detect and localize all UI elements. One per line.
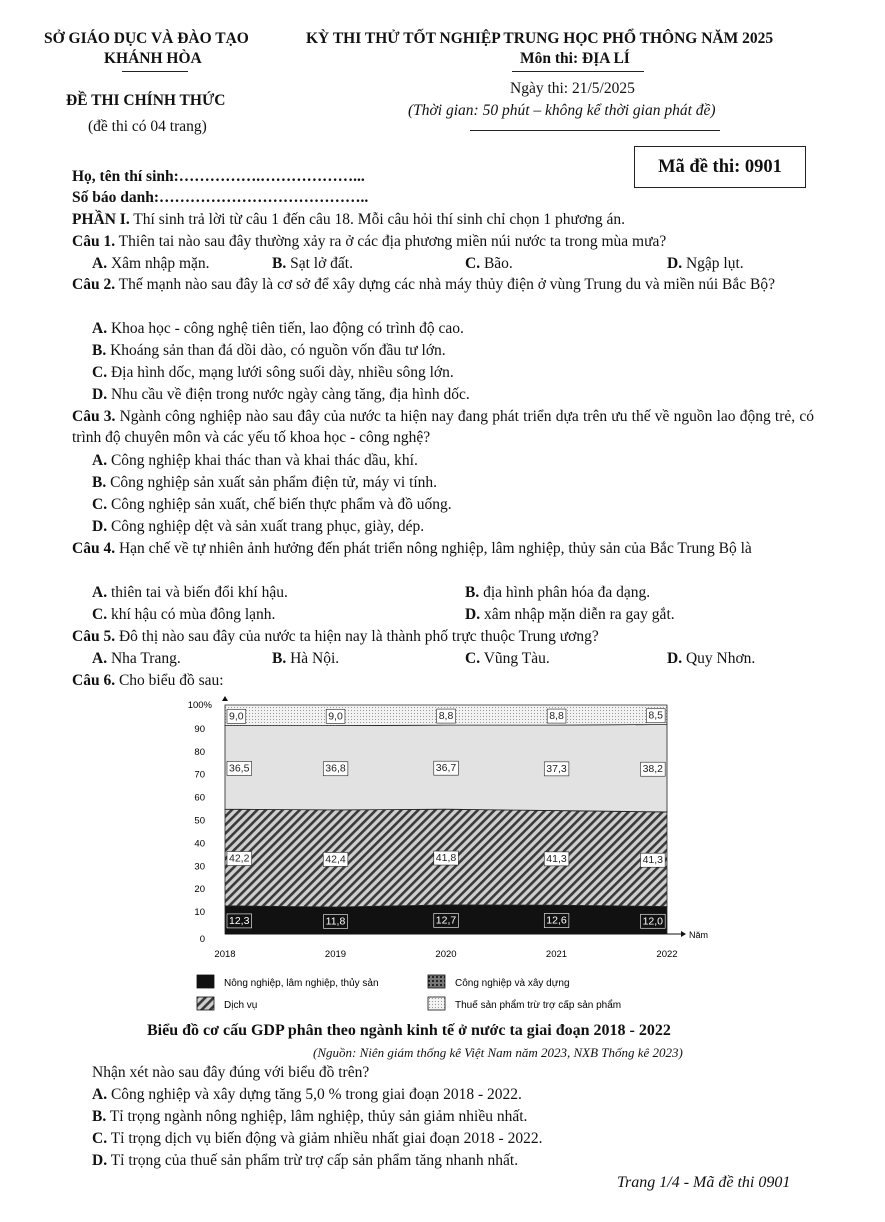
data-label: 11,8 — [325, 915, 346, 928]
data-label: 41,8 — [435, 852, 457, 865]
option-text: thiên tai và biến đổi khí hậu. — [110, 584, 288, 601]
gdp-structure-chart — [0, 692, 885, 1022]
data-label: 36,5 — [229, 762, 250, 775]
q5-option-b — [272, 648, 339, 669]
data-label: 12,3 — [229, 914, 250, 927]
data-label: 12,6 — [546, 914, 567, 927]
y-axis-arrow — [222, 696, 228, 701]
option-letter: C. — [92, 606, 108, 623]
y-tick-label: 60 — [194, 792, 205, 804]
option-text: Bão. — [483, 255, 513, 272]
q3-option-a — [92, 450, 418, 471]
option-text: Công nghiệp và xây dựng tăng 5,0 % trong giai đoạn 2018 - 2022. — [110, 1086, 522, 1103]
x-tick-label: 2022 — [656, 949, 678, 960]
q6-option-d — [92, 1150, 518, 1171]
exam-title: KỲ THI THỬ TỐT NGHIỆP TRUNG HỌC PHỔ THÔNG NĂM 2025 — [306, 30, 774, 47]
q1-option-d — [667, 253, 744, 274]
exam-date: Ngày thi: 21/5/2025 — [510, 80, 635, 97]
x-axis-label: Năm — [689, 930, 709, 940]
legend-label: Dịch vụ — [224, 1000, 258, 1011]
question-label: Câu 4. — [72, 540, 116, 557]
q6-option-b — [92, 1106, 527, 1127]
question-text: Thiên tai nào sau đây thường xảy ra ở các địa phương miền núi nước ta trong mùa mưa? — [115, 233, 667, 250]
legend-swatch — [197, 997, 214, 1010]
option-text: Xâm nhập mặn. — [110, 255, 210, 272]
question-3 — [72, 406, 814, 448]
exam-code: Mã đề thi: 0901 — [658, 156, 782, 177]
question-label: Câu 3. — [72, 408, 116, 425]
data-label: 42,4 — [325, 853, 346, 866]
option-text: Hà Nội. — [290, 650, 340, 667]
option-text: Nhu cầu về điện trong nước ngày càng tăng, địa hình dốc. — [110, 386, 470, 403]
part-text: Thí sinh trả lời từ câu 1 đến câu 18. Mỗi câu hỏi thí sinh chỉ chọn 1 phương án. — [129, 211, 625, 228]
option-letter: D. — [667, 255, 683, 272]
question-2 — [72, 274, 814, 295]
question-4 — [72, 538, 814, 559]
option-text: Địa hình dốc, mạng lưới sông suối dày, nhiều sông lớn. — [110, 364, 454, 381]
legend-swatch — [428, 975, 445, 988]
header-left-rule — [122, 71, 188, 72]
q4-option-b — [465, 582, 650, 603]
data-label: 9,0 — [229, 710, 244, 723]
option-text: Công nghiệp sản xuất sản phẩm điện tử, máy vi tính. — [110, 474, 438, 491]
option-letter: B. — [272, 650, 287, 667]
option-letter: C. — [92, 496, 108, 513]
option-text: Ngập lụt. — [685, 255, 744, 272]
q1-option-b — [272, 253, 353, 274]
data-label: 36,8 — [325, 762, 346, 775]
department-name: SỞ GIÁO DỤC VÀ ĐÀO TẠO — [44, 30, 249, 47]
option-letter: D. — [92, 386, 108, 403]
data-label: 8,5 — [648, 709, 663, 722]
y-axis-top-label: 100% — [187, 700, 212, 711]
option-text: Tỉ trọng của thuế sản phẩm trừ trợ cấp sản phẩm tăng nhanh nhất. — [110, 1152, 519, 1169]
option-letter: A. — [92, 584, 108, 601]
q6-option-a — [92, 1084, 522, 1105]
question-text: Thế mạnh nào sau đây là cơ sở để xây dựng các nhà máy thủy điện ở vùng Trung du và miền núi Bắc Bộ? — [115, 276, 775, 293]
duration-rule — [470, 130, 720, 131]
question-label: Câu 6. — [72, 672, 116, 689]
q5-option-a — [92, 648, 181, 669]
question-6 — [72, 670, 224, 691]
x-axis-arrow — [681, 931, 686, 937]
q6-prompt: Nhận xét nào sau đây đúng với biểu đồ trên? — [92, 1064, 370, 1081]
option-letter: B. — [92, 474, 107, 491]
option-text: Tỉ trọng dịch vụ biến động và giảm nhiều nhất giai đoạn 2018 - 2022. — [110, 1130, 543, 1147]
part-instructions — [72, 209, 625, 230]
y-tick-label: 0 — [199, 934, 205, 945]
option-text: Nha Trang. — [110, 650, 181, 667]
option-text: Sạt lở đất. — [290, 255, 353, 272]
option-text: xâm nhập mặn diễn ra gay gắt. — [483, 606, 675, 623]
legend-swatch — [428, 997, 445, 1010]
chart-source: (Nguồn: Niên giám thống kê Việt Nam năm 2023, NXB Thống kê 2023) — [313, 1045, 683, 1060]
official-exam-label: ĐỀ THI CHÍNH THỨC — [66, 92, 226, 109]
option-letter: A. — [92, 452, 108, 469]
option-letter: D. — [667, 650, 683, 667]
data-label: 38,2 — [642, 763, 663, 776]
option-letter: D. — [92, 518, 108, 535]
question-label: Câu 5. — [72, 628, 116, 645]
page-count-note: (đề thi có 04 trang) — [88, 118, 207, 135]
province-name: KHÁNH HÒA — [104, 50, 202, 67]
q4-option-a — [92, 582, 288, 603]
q4-option-d — [465, 604, 675, 625]
option-letter: A. — [92, 320, 108, 337]
header-right-rule — [512, 71, 644, 72]
option-letter: B. — [92, 342, 107, 359]
data-label: 41,3 — [546, 852, 567, 865]
q2-option-c — [92, 362, 454, 383]
y-tick-label: 50 — [194, 815, 205, 827]
option-text: Công nghiệp sản xuất, chế biến thực phẩm và đồ uống. — [110, 496, 452, 513]
q6-option-c — [92, 1128, 542, 1149]
legend-label: Thuế sản phẩm trừ trợ cấp sản phẩm — [455, 1000, 622, 1011]
q2-option-b — [92, 340, 446, 361]
data-label: 9,0 — [328, 710, 343, 723]
option-letter: C. — [465, 255, 481, 272]
option-letter: A. — [92, 650, 108, 667]
q1-option-a — [92, 253, 210, 274]
option-letter: C. — [465, 650, 481, 667]
option-text: khí hậu có mùa đông lạnh. — [110, 606, 276, 623]
x-tick-label: 2020 — [435, 949, 457, 960]
page-footer: Trang 1/4 - Mã đề thi 0901 — [617, 1174, 791, 1191]
q2-option-a — [92, 318, 464, 339]
y-tick-label: 70 — [194, 769, 205, 781]
option-text: Công nghiệp dệt và sản xuất trang phục, giày, dép. — [110, 518, 425, 535]
y-tick-label: 30 — [194, 861, 205, 873]
y-tick-label: 20 — [194, 884, 205, 896]
data-label: 36,7 — [435, 762, 457, 775]
candidate-name-field: Họ, tên thí sinh:…………….………………... — [72, 168, 365, 185]
q3-option-c — [92, 494, 452, 515]
y-tick-label: 40 — [194, 838, 205, 850]
q2-option-d — [92, 384, 470, 405]
question-5 — [72, 626, 814, 647]
option-text: Vũng Tàu. — [483, 650, 550, 667]
q5-option-d — [667, 648, 755, 669]
option-text: Công nghiệp khai thác than và khai thác dầu, khí. — [110, 452, 418, 469]
q3-option-b — [92, 472, 437, 493]
question-text: Đô thị nào sau đây của nước ta hiện nay là thành phố trực thuộc Trung ương? — [115, 628, 599, 645]
data-label: 12,0 — [642, 915, 663, 928]
question-text: Hạn chế về tự nhiên ảnh hưởng đến phát triển nông nghiệp, lâm nghiệp, thủy sản của Bắc Trung Bộ là — [115, 540, 752, 557]
question-label: Câu 2. — [72, 276, 116, 293]
data-label: 37,3 — [546, 762, 567, 775]
option-letter: B. — [465, 584, 480, 601]
option-letter: B. — [272, 255, 287, 272]
data-label: 42,2 — [229, 852, 250, 865]
y-tick-label: 10 — [194, 907, 205, 919]
data-label: 8,8 — [438, 710, 454, 723]
option-text: Khoa học - công nghệ tiên tiến, lao động có trình độ cao. — [110, 320, 464, 337]
option-text: Quy Nhơn. — [685, 650, 756, 667]
question-text: Ngành công nghiệp nào sau đây của nước ta hiện nay đang phát triển dựa trên ưu thế về nguồn lao động trẻ, có trình độ chuyên môn và các yếu tố khoa học - công nghệ? — [72, 408, 814, 446]
subject-label: Môn thi: ĐỊA LÍ — [520, 50, 630, 67]
data-label: 41,3 — [642, 854, 663, 867]
legend-label: Nông nghiệp, lâm nghiệp, thủy sản — [224, 978, 379, 989]
option-letter: D. — [92, 1152, 108, 1169]
q3-option-d — [92, 516, 424, 537]
legend-label: Công nghiệp và xây dựng — [455, 978, 570, 989]
option-letter: C. — [92, 364, 108, 381]
option-letter: A. — [92, 1086, 108, 1103]
option-letter: C. — [92, 1130, 108, 1147]
exam-code-box — [634, 146, 806, 188]
data-label: 12,7 — [435, 914, 457, 927]
x-tick-label: 2021 — [545, 949, 568, 960]
option-text: Khoáng sản than đá dồi dào, có nguồn vốn đầu tư lớn. — [110, 342, 446, 359]
part-title: PHẦN I. — [72, 211, 130, 228]
data-label: 8,8 — [549, 710, 564, 723]
y-tick-label: 80 — [194, 746, 205, 758]
x-tick-label: 2018 — [214, 949, 236, 960]
question-1 — [72, 231, 814, 252]
question-text: Cho biểu đồ sau: — [115, 672, 224, 689]
candidate-id-field: Số báo danh:………………………………….. — [72, 189, 369, 206]
chart-caption: Biểu đồ cơ cấu GDP phân theo ngành kinh tế ở nước ta giai đoạn 2018 - 2022 — [147, 1022, 671, 1039]
q5-option-c — [465, 648, 550, 669]
legend-swatch — [197, 975, 214, 988]
option-letter: A. — [92, 255, 108, 272]
option-letter: D. — [465, 606, 481, 623]
option-text: địa hình phân hóa đa dạng. — [483, 584, 651, 601]
x-tick-label: 2019 — [324, 949, 347, 960]
q4-option-c — [92, 604, 275, 625]
option-letter: B. — [92, 1108, 107, 1125]
exam-duration: (Thời gian: 50 phút – không kể thời gian phát đề) — [408, 102, 716, 119]
question-label: Câu 1. — [72, 233, 116, 250]
q1-option-c — [465, 253, 513, 274]
y-tick-label: 90 — [194, 723, 205, 735]
option-text: Tỉ trọng ngành nông nghiệp, lâm nghiệp, thủy sản giảm nhiều nhất. — [109, 1108, 528, 1125]
